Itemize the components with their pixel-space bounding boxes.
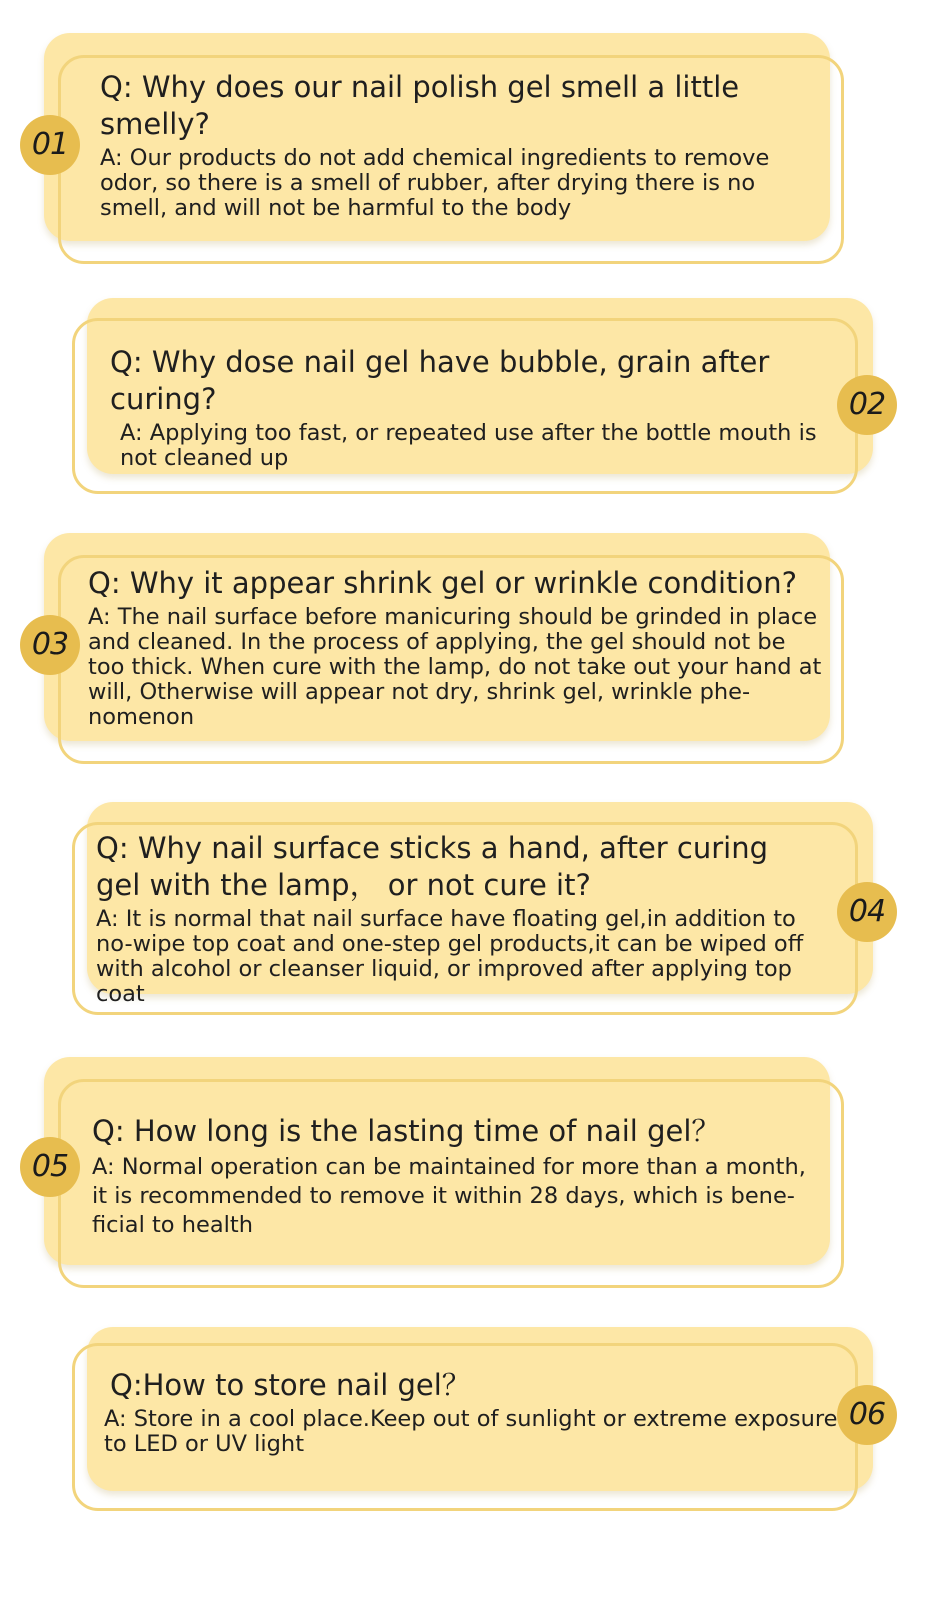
- number-badge-06: 06: [837, 1385, 897, 1445]
- question-text: Q: How long is the lasting time of nail gel？: [92, 1114, 721, 1148]
- faq-text-4: [96, 830, 826, 1007]
- number-badge-05: 05: [20, 1137, 80, 1197]
- faq-card-2: [0, 298, 950, 558]
- number-badge-01: 01: [20, 115, 80, 175]
- answer-text: A: It is normal that nail surface have floating gel,in addition to no-wipe top coat and one-step gel products,it can be wiped off with alcohol or cleanser liquid, or improved after applying top coat: [96, 906, 804, 1007]
- faq-card-6: [0, 1327, 950, 1587]
- answer-text: A: Our products do not add chemical ingredients to remove odor, so there is a smell of rubber, after drying there is no smell, and will not be harmful to the body: [100, 145, 770, 221]
- question-text: Q: Why does our nail polish gel smell a little smelly?: [100, 70, 740, 141]
- faq-text-1: [100, 69, 800, 221]
- number-badge-03: 03: [20, 615, 80, 675]
- faq-text-6: [104, 1367, 839, 1457]
- answer-text: A: Applying too fast, or repeated use after the bottle mouth is not cleaned up: [120, 420, 817, 471]
- faq-card-3: [0, 533, 950, 793]
- number-badge-04: 04: [837, 882, 897, 942]
- faq-card-4: [0, 802, 950, 1062]
- faq-card-5: [0, 1057, 950, 1317]
- answer-text: A: The nail surface before manicuring should be grinded in place and cleaned. In the process of applying, the gel should not be too thick. When cure with the lamp, do not take out your hand at will, Otherwise will appear not dry, shrink gel, wrinkle phe-nomenon: [88, 604, 822, 730]
- faq-text-2: [110, 344, 830, 471]
- answer-text: A: Store in a cool place.Keep out of sunlight or extreme exposure to LED or UV light: [104, 1406, 838, 1457]
- faq-card-1: [0, 33, 950, 293]
- faq-text-3: [88, 565, 828, 730]
- answer-text: A: Normal operation can be maintained for more than a month, it is recommended to remove it within 28 days, which is bene-ficial to health: [92, 1154, 806, 1238]
- question-text: Q:How to store nail gel？: [110, 1368, 471, 1402]
- question-text: Q: Why it appear shrink gel or wrinkle condition?: [88, 566, 797, 600]
- question-text: Q: Why nail surface sticks a hand, after curing gel with the lamp， or not cure it?: [96, 831, 769, 902]
- number-badge-02: 02: [837, 375, 897, 435]
- question-text: Q: Why dose nail gel have bubble, grain after curing?: [110, 345, 770, 416]
- faq-text-5: [92, 1113, 812, 1240]
